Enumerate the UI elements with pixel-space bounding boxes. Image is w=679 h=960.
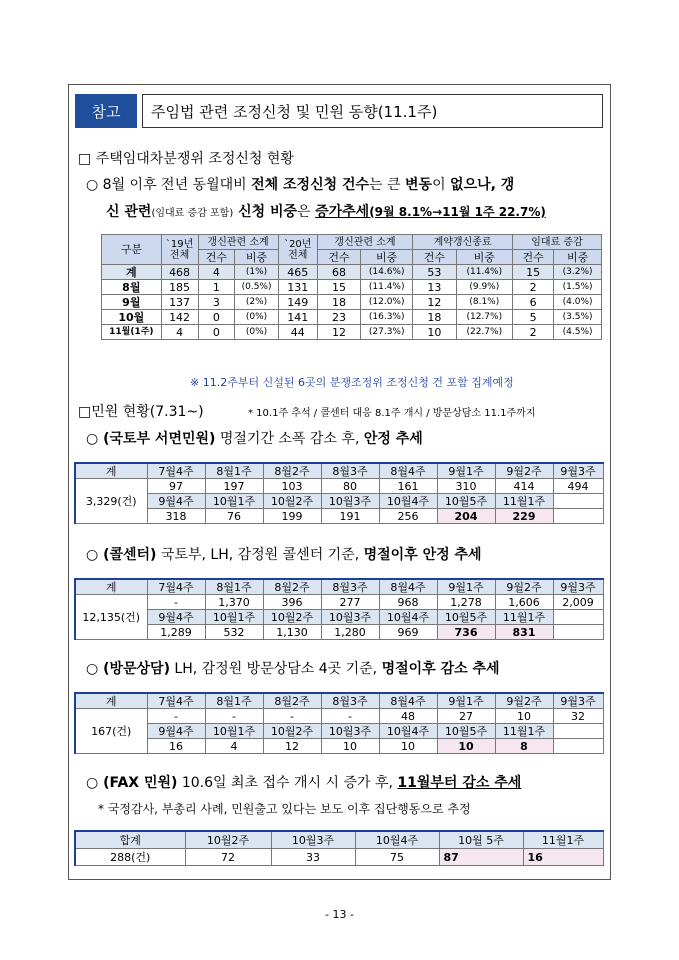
week-value: 32	[553, 709, 603, 724]
week-value: 968	[379, 595, 437, 610]
table-cell: 5	[512, 310, 553, 325]
summary-line-1: ○ 8월 이후 전년 동월대비 전체 조정신청 건수는 큰 변동이 없으나, 갱	[86, 177, 515, 193]
total-value: 3,329(건)	[75, 479, 147, 524]
empty-cell	[553, 625, 603, 640]
mediation-table	[101, 234, 602, 340]
header-count: 건수	[198, 250, 235, 265]
table-row	[75, 463, 603, 479]
week-value: 1,606	[495, 595, 553, 610]
week-value: 396	[263, 595, 321, 610]
table-row	[75, 509, 603, 524]
table-cell: 3	[198, 295, 235, 310]
table-row	[102, 295, 602, 310]
week-value: -	[321, 709, 379, 724]
week-value: -	[147, 595, 205, 610]
table-cell: 12	[413, 295, 456, 310]
week-header: 10월2주	[263, 494, 321, 509]
row-label: 9월	[102, 295, 162, 310]
table-cell: 13	[413, 280, 456, 295]
week-header: 8월2주	[263, 693, 321, 709]
week-value: 103	[263, 479, 321, 494]
week-header: 10월1주	[205, 724, 263, 739]
table-cell: (14.6%)	[361, 265, 413, 280]
week-value: 414	[495, 479, 553, 494]
table-cell: (12.7%)	[456, 310, 512, 325]
table-cell: 44	[278, 325, 317, 340]
week-header: 11월1주	[495, 610, 553, 625]
week-header: 9월2주	[495, 693, 553, 709]
week-header: 8월2주	[263, 579, 321, 595]
table-cell: (2%)	[235, 295, 278, 310]
table-row	[75, 610, 603, 625]
table-cell: 18	[317, 295, 360, 310]
week-header: 9월1주	[437, 693, 495, 709]
week-header: 10월3주	[321, 494, 379, 509]
week-value: 27	[437, 709, 495, 724]
table-cell: 4	[198, 265, 235, 280]
week-value: 277	[321, 595, 379, 610]
total-label: 계	[75, 579, 147, 595]
week-value: 97	[147, 479, 205, 494]
table-cell: (3.2%)	[554, 265, 602, 280]
week-value: 318	[147, 509, 205, 524]
table-row	[75, 625, 603, 640]
week-value: 16	[147, 739, 205, 754]
header-ratio: 비중	[235, 250, 278, 265]
empty-cell	[553, 610, 603, 625]
week-value: 191	[321, 509, 379, 524]
fax-note: * 국정감사, 부총리 사례, 민원출고 있다는 보도 이후 집단행동으로 추정	[98, 802, 471, 816]
fax-header-cell: 11월1주	[523, 831, 603, 849]
table-row	[75, 579, 603, 595]
total-label: 계	[75, 463, 147, 479]
table-cell: (1%)	[235, 265, 278, 280]
table-row	[75, 595, 603, 610]
table-cell: (16.3%)	[361, 310, 413, 325]
empty-cell	[553, 724, 603, 739]
week-header: 9월4주	[147, 724, 205, 739]
table-cell: 131	[278, 280, 317, 295]
table-cell: 68	[317, 265, 360, 280]
fax-value-cell: 72	[185, 849, 271, 866]
table-cell: (12.0%)	[361, 295, 413, 310]
row-label: 10월	[102, 310, 162, 325]
header-count: 건수	[317, 250, 360, 265]
summary-line-2: 신 관련(임대료 증감 포함) 신청 비중은 증가추세(9월 8.1%→11월 1주 22.7%)	[106, 204, 546, 220]
week-header: 8월1주	[205, 693, 263, 709]
table-row	[102, 325, 602, 340]
week-value: 831	[495, 625, 553, 640]
week-header: 9월1주	[437, 579, 495, 595]
table-cell: 12	[317, 325, 360, 340]
row-label: 계	[102, 265, 162, 280]
header-contract-end: 계약갱신종료	[413, 235, 513, 250]
t4-title: ○ (FAX 민원) 10.6일 최초 접수 개시 시 증가 후, 11월부터 감소 추세	[86, 775, 522, 791]
table-cell: 141	[278, 310, 317, 325]
week-header: 10월1주	[205, 494, 263, 509]
week-header: 7월4주	[147, 693, 205, 709]
header-2019-total: `19년 전체	[161, 235, 198, 265]
week-header: 10월2주	[263, 724, 321, 739]
empty-cell	[553, 494, 603, 509]
week-header: 10월2주	[263, 610, 321, 625]
empty-cell	[553, 739, 603, 754]
week-header: 8월1주	[205, 463, 263, 479]
table-cell: 468	[161, 265, 198, 280]
week-header: 10월1주	[205, 610, 263, 625]
week-value: 969	[379, 625, 437, 640]
week-header: 9월4주	[147, 494, 205, 509]
table-cell: (0.5%)	[235, 280, 278, 295]
total-label: 계	[75, 693, 147, 709]
table-row	[75, 494, 603, 509]
header-count: 건수	[413, 250, 456, 265]
week-value: 4	[205, 739, 263, 754]
week-value: 2,009	[553, 595, 603, 610]
week-header: 7월4주	[147, 463, 205, 479]
week-value: -	[147, 709, 205, 724]
empty-cell	[553, 509, 603, 524]
week-value: 1,278	[437, 595, 495, 610]
table-cell: 15	[512, 265, 553, 280]
table-cell: 142	[161, 310, 198, 325]
total-value: 12,135(건)	[75, 595, 147, 640]
week-value: 10	[437, 739, 495, 754]
week-value: 76	[205, 509, 263, 524]
fax-header-cell: 10월2주	[185, 831, 271, 849]
header-renew-subtotal-2020: 갱신관련 소계	[317, 235, 412, 250]
week-header: 8월1주	[205, 579, 263, 595]
week-header: 8월2주	[263, 463, 321, 479]
week-value: 736	[437, 625, 495, 640]
row-label: 11월(1주)	[102, 325, 162, 340]
week-header: 8월4주	[379, 463, 437, 479]
header-count: 건수	[512, 250, 553, 265]
week-value: 80	[321, 479, 379, 494]
week-value: 161	[379, 479, 437, 494]
week-value: 10	[321, 739, 379, 754]
week-header: 8월3주	[321, 693, 379, 709]
week-header: 9월4주	[147, 610, 205, 625]
table-cell: 4	[161, 325, 198, 340]
table-row	[75, 693, 603, 709]
reference-badge: 참고	[75, 94, 137, 128]
table-cell: 18	[413, 310, 456, 325]
week-header: 10월4주	[379, 494, 437, 509]
table-cell: 53	[413, 265, 456, 280]
week-header: 9월2주	[495, 463, 553, 479]
week-value: 199	[263, 509, 321, 524]
table-cell: (9.9%)	[456, 280, 512, 295]
header-renew-subtotal-2019: 갱신관련 소계	[198, 235, 278, 250]
week-header: 10월5주	[437, 610, 495, 625]
fax-value-cell: 288(건)	[75, 849, 185, 866]
table-cell: 6	[512, 295, 553, 310]
week-value: 12	[263, 739, 321, 754]
table-cell: 2	[512, 280, 553, 295]
week-header: 10월5주	[437, 494, 495, 509]
table-cell: 0	[198, 310, 235, 325]
complaint-table-callcenter	[74, 578, 604, 640]
table-cell: 0	[198, 325, 235, 340]
header-2020-total: `20년 전체	[278, 235, 317, 265]
complaints-note: * 10.1주 추석 / 콜센터 대응 8.1주 개시 / 방문상담소 11.1주까지	[248, 408, 536, 419]
table-cell: (4.5%)	[554, 325, 602, 340]
week-header: 9월3주	[553, 693, 603, 709]
section-heading-complaints: □민원 현황(7.31~)	[78, 404, 204, 420]
fax-value-cell: 87	[439, 849, 523, 866]
table-row	[102, 280, 602, 295]
week-value: 10	[379, 739, 437, 754]
header-ratio: 비중	[554, 250, 602, 265]
table-cell: 2	[512, 325, 553, 340]
table-cell: (11.4%)	[361, 280, 413, 295]
week-value: -	[205, 709, 263, 724]
row-label: 8월	[102, 280, 162, 295]
week-value: 310	[437, 479, 495, 494]
table-cell: 1	[198, 280, 235, 295]
week-value: 197	[205, 479, 263, 494]
table-row	[75, 724, 603, 739]
week-value: 494	[553, 479, 603, 494]
complaint-table-fax	[74, 830, 604, 866]
table-cell: 185	[161, 280, 198, 295]
header-gubun: 구분	[102, 235, 162, 265]
week-value: 1,289	[147, 625, 205, 640]
table-row	[102, 310, 602, 325]
table-cell: (0%)	[235, 325, 278, 340]
fax-header-cell: 10월 5주	[439, 831, 523, 849]
table-cell: 15	[317, 280, 360, 295]
page-number: - 13 -	[325, 908, 354, 921]
week-value: 256	[379, 509, 437, 524]
table-cell: (0%)	[235, 310, 278, 325]
week-header: 10월4주	[379, 610, 437, 625]
week-header: 8월4주	[379, 579, 437, 595]
week-header: 8월4주	[379, 693, 437, 709]
header-ratio: 비중	[456, 250, 512, 265]
table-cell: (22.7%)	[456, 325, 512, 340]
week-header: 9월3주	[553, 463, 603, 479]
fax-value-cell: 75	[355, 849, 439, 866]
week-value: 229	[495, 509, 553, 524]
table-cell: (1.5%)	[554, 280, 602, 295]
total-value: 167(건)	[75, 709, 147, 754]
table-cell: (8.1%)	[456, 295, 512, 310]
table-cell: 149	[278, 295, 317, 310]
fax-value-cell: 16	[523, 849, 603, 866]
week-header: 7월4주	[147, 579, 205, 595]
week-header: 10월5주	[437, 724, 495, 739]
week-header: 10월3주	[321, 724, 379, 739]
week-header: 9월1주	[437, 463, 495, 479]
table-row	[102, 265, 602, 280]
table-row	[75, 709, 603, 724]
complaint-table-written	[74, 462, 604, 524]
fax-header-cell: 합계	[75, 831, 185, 849]
complaint-table-visit	[74, 692, 604, 754]
week-header: 11월1주	[495, 724, 553, 739]
table-cell: (3.5%)	[554, 310, 602, 325]
table-cell: (4.0%)	[554, 295, 602, 310]
table-row	[75, 479, 603, 494]
table-cell: 137	[161, 295, 198, 310]
week-value: 10	[495, 709, 553, 724]
week-header: 10월3주	[321, 610, 379, 625]
week-value: 532	[205, 625, 263, 640]
week-value: -	[263, 709, 321, 724]
week-header: 8월3주	[321, 579, 379, 595]
t1-title: ○ (국토부 서면민원) 명절기간 소폭 감소 후, 안정 추세	[86, 431, 423, 447]
week-header: 11월1주	[495, 494, 553, 509]
t3-title: ○ (방문상담) LH, 감정원 방문상담소 4곳 기준, 명절이후 감소 추세	[86, 661, 500, 677]
week-header: 9월2주	[495, 579, 553, 595]
section-heading-mediation: □ 주택임대차분쟁위 조정신청 현황	[78, 151, 294, 167]
table-cell: 10	[413, 325, 456, 340]
page-title: 주임법 관련 조정신청 및 민원 동향(11.1주)	[142, 94, 603, 128]
table-cell: (27.3%)	[361, 325, 413, 340]
table-cell: (11.4%)	[456, 265, 512, 280]
fax-header-cell: 10월3주	[271, 831, 355, 849]
week-header: 8월3주	[321, 463, 379, 479]
fax-header-cell: 10월4주	[355, 831, 439, 849]
t2-title: ○ (콜센터) 국토부, LH, 감정원 콜센터 기준, 명절이후 안정 추세	[86, 547, 482, 563]
table-cell: 465	[278, 265, 317, 280]
week-value: 48	[379, 709, 437, 724]
table-cell: 23	[317, 310, 360, 325]
week-value: 204	[437, 509, 495, 524]
header-ratio: 비중	[361, 250, 413, 265]
week-header: 10월4주	[379, 724, 437, 739]
fax-value-cell: 33	[271, 849, 355, 866]
table-row	[75, 739, 603, 754]
header-rent-change: 임대료 증감	[512, 235, 601, 250]
week-value: 1,370	[205, 595, 263, 610]
week-value: 1,130	[263, 625, 321, 640]
mediation-note: ※ 11.2주부터 신설된 6곳의 분쟁조정위 조정신청 건 포함 집계예정	[190, 376, 514, 389]
week-value: 1,280	[321, 625, 379, 640]
week-header: 9월3주	[553, 579, 603, 595]
week-value: 8	[495, 739, 553, 754]
